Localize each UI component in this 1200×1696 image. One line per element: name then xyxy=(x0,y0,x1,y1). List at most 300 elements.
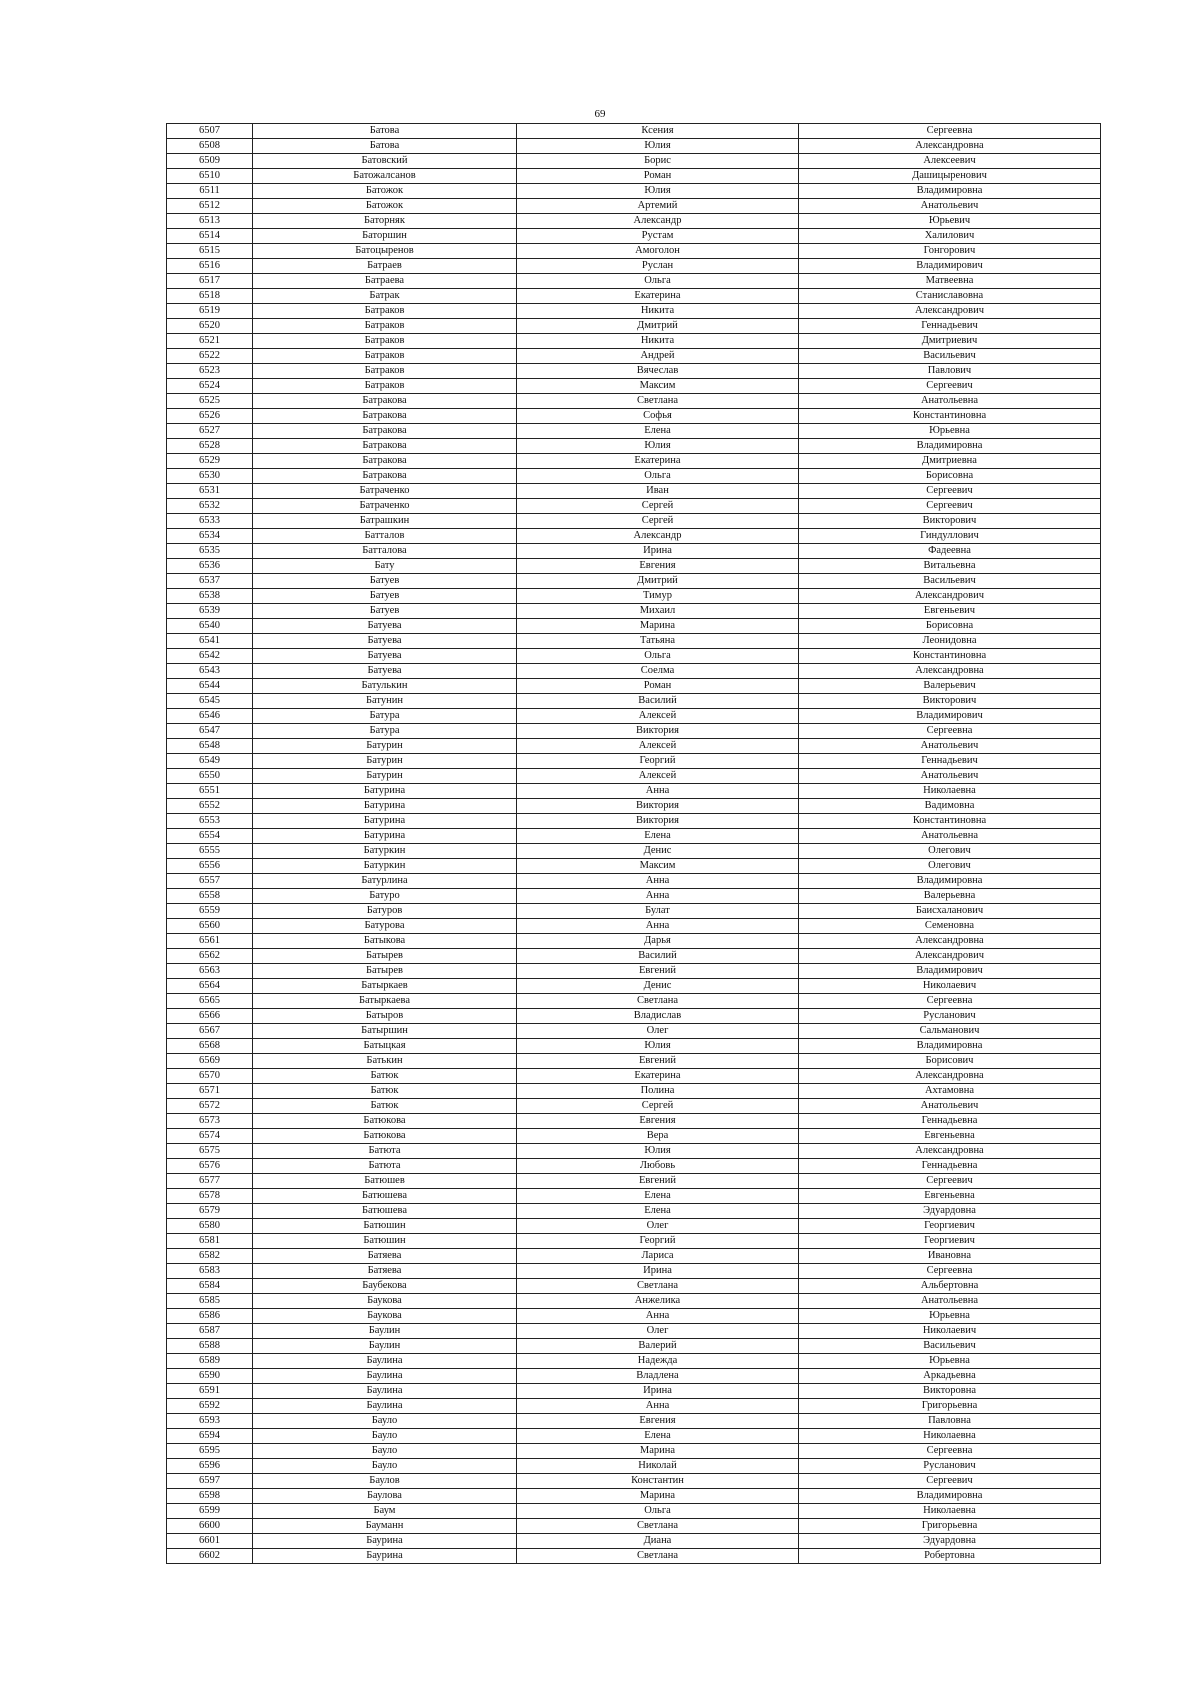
first-name-cell: Елена xyxy=(517,1189,799,1204)
table-row xyxy=(167,559,1101,574)
table-row xyxy=(167,1189,1101,1204)
patronymic-cell: Григорьевна xyxy=(799,1399,1101,1414)
first-name-cell: Николай xyxy=(517,1459,799,1474)
row-number-cell: 6518 xyxy=(167,289,253,304)
surname-cell: Батюшева xyxy=(253,1189,517,1204)
first-name-cell: Анна xyxy=(517,919,799,934)
surname-cell: Баторняк xyxy=(253,214,517,229)
patronymic-cell: Александровна xyxy=(799,139,1101,154)
row-number-cell: 6556 xyxy=(167,859,253,874)
surname-cell: Батурова xyxy=(253,919,517,934)
patronymic-cell: Робертовна xyxy=(799,1549,1101,1564)
row-number-cell: 6533 xyxy=(167,514,253,529)
surname-cell: Батура xyxy=(253,709,517,724)
row-number-cell: 6585 xyxy=(167,1294,253,1309)
first-name-cell: Булат xyxy=(517,904,799,919)
patronymic-cell: Витальевна xyxy=(799,559,1101,574)
patronymic-cell: Константиновна xyxy=(799,649,1101,664)
table-row xyxy=(167,424,1101,439)
table-row xyxy=(167,529,1101,544)
table-row xyxy=(167,1204,1101,1219)
table-row xyxy=(167,334,1101,349)
table-row xyxy=(167,1309,1101,1324)
patronymic-cell: Владимировна xyxy=(799,439,1101,454)
table-row xyxy=(167,889,1101,904)
row-number-cell: 6509 xyxy=(167,154,253,169)
table-row xyxy=(167,1129,1101,1144)
patronymic-cell: Валерьевич xyxy=(799,679,1101,694)
row-number-cell: 6508 xyxy=(167,139,253,154)
table-row xyxy=(167,1399,1101,1414)
table-row xyxy=(167,1354,1101,1369)
table-row xyxy=(167,1324,1101,1339)
patronymic-cell: Гиндуллович xyxy=(799,529,1101,544)
surname-cell: Батырев xyxy=(253,964,517,979)
patronymic-cell: Григорьевна xyxy=(799,1519,1101,1534)
row-number-cell: 6511 xyxy=(167,184,253,199)
table-row xyxy=(167,1369,1101,1384)
table-row xyxy=(167,979,1101,994)
table-row xyxy=(167,634,1101,649)
first-name-cell: Евгения xyxy=(517,559,799,574)
row-number-cell: 6588 xyxy=(167,1339,253,1354)
patronymic-cell: Борисовна xyxy=(799,619,1101,634)
first-name-cell: Никита xyxy=(517,304,799,319)
row-number-cell: 6544 xyxy=(167,679,253,694)
row-number-cell: 6557 xyxy=(167,874,253,889)
patronymic-cell: Эдуардовна xyxy=(799,1534,1101,1549)
row-number-cell: 6514 xyxy=(167,229,253,244)
patronymic-cell: Аркадьевна xyxy=(799,1369,1101,1384)
first-name-cell: Никита xyxy=(517,334,799,349)
patronymic-cell: Анатольевич xyxy=(799,1099,1101,1114)
row-number-cell: 6558 xyxy=(167,889,253,904)
patronymic-cell: Юрьевна xyxy=(799,1309,1101,1324)
row-number-cell: 6591 xyxy=(167,1384,253,1399)
surname-cell: Батожалсанов xyxy=(253,169,517,184)
first-name-cell: Юлия xyxy=(517,439,799,454)
patronymic-cell: Анатольевна xyxy=(799,394,1101,409)
table-row xyxy=(167,904,1101,919)
table-row xyxy=(167,619,1101,634)
patronymic-cell: Геннадьевич xyxy=(799,754,1101,769)
row-number-cell: 6543 xyxy=(167,664,253,679)
row-number-cell: 6534 xyxy=(167,529,253,544)
patronymic-cell: Константиновна xyxy=(799,814,1101,829)
patronymic-cell: Борисовна xyxy=(799,469,1101,484)
first-name-cell: Надежда xyxy=(517,1354,799,1369)
row-number-cell: 6580 xyxy=(167,1219,253,1234)
row-number-cell: 6530 xyxy=(167,469,253,484)
patronymic-cell: Фадеевна xyxy=(799,544,1101,559)
surname-cell: Батюкова xyxy=(253,1129,517,1144)
table-row xyxy=(167,574,1101,589)
surname-cell: Баубекова xyxy=(253,1279,517,1294)
patronymic-cell: Анатольевна xyxy=(799,829,1101,844)
surname-cell: Батыршин xyxy=(253,1024,517,1039)
row-number-cell: 6547 xyxy=(167,724,253,739)
first-name-cell: Евгений xyxy=(517,964,799,979)
first-name-cell: Александр xyxy=(517,529,799,544)
surname-cell: Батуева xyxy=(253,664,517,679)
table-row xyxy=(167,1294,1101,1309)
table-row xyxy=(167,184,1101,199)
first-name-cell: Дарья xyxy=(517,934,799,949)
first-name-cell: Борис xyxy=(517,154,799,169)
first-name-cell: Анна xyxy=(517,1309,799,1324)
surname-cell: Батюк xyxy=(253,1099,517,1114)
surname-cell: Батыкова xyxy=(253,934,517,949)
table-row xyxy=(167,709,1101,724)
patronymic-cell: Александровна xyxy=(799,934,1101,949)
first-name-cell: Юлия xyxy=(517,1039,799,1054)
surname-cell: Батюшев xyxy=(253,1174,517,1189)
first-name-cell: Светлана xyxy=(517,1549,799,1564)
first-name-cell: Анна xyxy=(517,874,799,889)
row-number-cell: 6572 xyxy=(167,1099,253,1114)
surname-cell: Батталова xyxy=(253,544,517,559)
surname-cell: Баулина xyxy=(253,1399,517,1414)
row-number-cell: 6524 xyxy=(167,379,253,394)
row-number-cell: 6528 xyxy=(167,439,253,454)
first-name-cell: Денис xyxy=(517,979,799,994)
first-name-cell: Елена xyxy=(517,1429,799,1444)
table-row xyxy=(167,1174,1101,1189)
surname-cell: Батуркин xyxy=(253,859,517,874)
row-number-cell: 6554 xyxy=(167,829,253,844)
row-number-cell: 6527 xyxy=(167,424,253,439)
surname-cell: Баурина xyxy=(253,1549,517,1564)
row-number-cell: 6596 xyxy=(167,1459,253,1474)
row-number-cell: 6541 xyxy=(167,634,253,649)
table-row xyxy=(167,439,1101,454)
table-row xyxy=(167,964,1101,979)
row-number-cell: 6537 xyxy=(167,574,253,589)
row-number-cell: 6583 xyxy=(167,1264,253,1279)
row-number-cell: 6578 xyxy=(167,1189,253,1204)
row-number-cell: 6517 xyxy=(167,274,253,289)
patronymic-cell: Георгиевич xyxy=(799,1219,1101,1234)
surname-cell: Батракова xyxy=(253,469,517,484)
row-number-cell: 6571 xyxy=(167,1084,253,1099)
row-number-cell: 6522 xyxy=(167,349,253,364)
patronymic-cell: Викторович xyxy=(799,694,1101,709)
table-row xyxy=(167,469,1101,484)
row-number-cell: 6559 xyxy=(167,904,253,919)
table-row xyxy=(167,1099,1101,1114)
first-name-cell: Ольга xyxy=(517,274,799,289)
row-number-cell: 6598 xyxy=(167,1489,253,1504)
table-row xyxy=(167,649,1101,664)
patronymic-cell: Геннадьевна xyxy=(799,1159,1101,1174)
first-name-cell: Светлана xyxy=(517,1279,799,1294)
first-name-cell: Лариса xyxy=(517,1249,799,1264)
first-name-cell: Юлия xyxy=(517,1144,799,1159)
surname-cell: Бату xyxy=(253,559,517,574)
surname-cell: Батуев xyxy=(253,604,517,619)
surname-cell: Батюк xyxy=(253,1069,517,1084)
table-row xyxy=(167,874,1101,889)
surname-cell: Батыркаева xyxy=(253,994,517,1009)
patronymic-cell: Семеновна xyxy=(799,919,1101,934)
row-number-cell: 6595 xyxy=(167,1444,253,1459)
table-row xyxy=(167,484,1101,499)
first-name-cell: Тимур xyxy=(517,589,799,604)
table-row xyxy=(167,319,1101,334)
patronymic-cell: Сергеевна xyxy=(799,1264,1101,1279)
patronymic-cell: Станиславовна xyxy=(799,289,1101,304)
patronymic-cell: Васильевич xyxy=(799,349,1101,364)
surname-cell: Батуев xyxy=(253,589,517,604)
table-row xyxy=(167,139,1101,154)
surname-cell: Батракова xyxy=(253,394,517,409)
surname-cell: Батуркин xyxy=(253,844,517,859)
table-row xyxy=(167,769,1101,784)
patronymic-cell: Вадимовна xyxy=(799,799,1101,814)
first-name-cell: Максим xyxy=(517,859,799,874)
first-name-cell: Дмитрий xyxy=(517,574,799,589)
patronymic-cell: Эдуардовна xyxy=(799,1204,1101,1219)
table-row xyxy=(167,304,1101,319)
row-number-cell: 6546 xyxy=(167,709,253,724)
patronymic-cell: Валерьевна xyxy=(799,889,1101,904)
surname-cell: Батуева xyxy=(253,649,517,664)
first-name-cell: Георгий xyxy=(517,1234,799,1249)
row-number-cell: 6564 xyxy=(167,979,253,994)
row-number-cell: 6569 xyxy=(167,1054,253,1069)
table-row xyxy=(167,349,1101,364)
surname-cell: Батунин xyxy=(253,694,517,709)
table-row xyxy=(167,1384,1101,1399)
first-name-cell: Георгий xyxy=(517,754,799,769)
patronymic-cell: Борисович xyxy=(799,1054,1101,1069)
row-number-cell: 6536 xyxy=(167,559,253,574)
surname-cell: Батурин xyxy=(253,739,517,754)
surname-cell: Батовский xyxy=(253,154,517,169)
table-row xyxy=(167,1234,1101,1249)
row-number-cell: 6538 xyxy=(167,589,253,604)
patronymic-cell: Сергеевич xyxy=(799,499,1101,514)
table-row xyxy=(167,1339,1101,1354)
surname-cell: Батыркаев xyxy=(253,979,517,994)
surname-cell: Батюшин xyxy=(253,1219,517,1234)
row-number-cell: 6553 xyxy=(167,814,253,829)
table-row xyxy=(167,604,1101,619)
row-number-cell: 6548 xyxy=(167,739,253,754)
patronymic-cell: Алексеевич xyxy=(799,154,1101,169)
patronymic-cell: Сергеевна xyxy=(799,994,1101,1009)
row-number-cell: 6535 xyxy=(167,544,253,559)
row-number-cell: 6510 xyxy=(167,169,253,184)
surname-cell: Батоцыренов xyxy=(253,244,517,259)
surname-cell: Батраков xyxy=(253,379,517,394)
surname-cell: Батуева xyxy=(253,634,517,649)
patronymic-cell: Русланович xyxy=(799,1459,1101,1474)
row-number-cell: 6577 xyxy=(167,1174,253,1189)
first-name-cell: Анна xyxy=(517,1399,799,1414)
patronymic-cell: Николаевна xyxy=(799,784,1101,799)
table-row xyxy=(167,844,1101,859)
table-row xyxy=(167,859,1101,874)
table-row xyxy=(167,589,1101,604)
surname-cell: Батурин xyxy=(253,769,517,784)
patronymic-cell: Альбертовна xyxy=(799,1279,1101,1294)
first-name-cell: Артемий xyxy=(517,199,799,214)
first-name-cell: Олег xyxy=(517,1219,799,1234)
first-name-cell: Сергей xyxy=(517,514,799,529)
patronymic-cell: Ахтамовна xyxy=(799,1084,1101,1099)
surname-cell: Бауло xyxy=(253,1459,517,1474)
surname-cell: Батюшин xyxy=(253,1234,517,1249)
surname-cell: Батраченко xyxy=(253,499,517,514)
patronymic-cell: Александрович xyxy=(799,304,1101,319)
table-row xyxy=(167,1024,1101,1039)
row-number-cell: 6531 xyxy=(167,484,253,499)
row-number-cell: 6540 xyxy=(167,619,253,634)
patronymic-cell: Васильевич xyxy=(799,1339,1101,1354)
table-row xyxy=(167,1444,1101,1459)
first-name-cell: Вера xyxy=(517,1129,799,1144)
row-number-cell: 6561 xyxy=(167,934,253,949)
patronymic-cell: Матвеевна xyxy=(799,274,1101,289)
row-number-cell: 6515 xyxy=(167,244,253,259)
registry-table xyxy=(166,123,1101,1564)
patronymic-cell: Юрьевич xyxy=(799,214,1101,229)
surname-cell: Баторшин xyxy=(253,229,517,244)
first-name-cell: Виктория xyxy=(517,799,799,814)
first-name-cell: Владислав xyxy=(517,1009,799,1024)
first-name-cell: Ирина xyxy=(517,1264,799,1279)
row-number-cell: 6519 xyxy=(167,304,253,319)
surname-cell: Батракова xyxy=(253,454,517,469)
row-number-cell: 6601 xyxy=(167,1534,253,1549)
patronymic-cell: Георгиевич xyxy=(799,1234,1101,1249)
patronymic-cell: Ивановна xyxy=(799,1249,1101,1264)
table-row xyxy=(167,1039,1101,1054)
surname-cell: Батуров xyxy=(253,904,517,919)
surname-cell: Батурина xyxy=(253,814,517,829)
table-row xyxy=(167,739,1101,754)
row-number-cell: 6582 xyxy=(167,1249,253,1264)
first-name-cell: Владлена xyxy=(517,1369,799,1384)
table-row xyxy=(167,169,1101,184)
row-number-cell: 6521 xyxy=(167,334,253,349)
patronymic-cell: Владимировна xyxy=(799,874,1101,889)
first-name-cell: Марина xyxy=(517,619,799,634)
table-row xyxy=(167,229,1101,244)
patronymic-cell: Анатольевич xyxy=(799,769,1101,784)
table-row xyxy=(167,949,1101,964)
table-row xyxy=(167,724,1101,739)
patronymic-cell: Халилович xyxy=(799,229,1101,244)
patronymic-cell: Владимировна xyxy=(799,184,1101,199)
row-number-cell: 6573 xyxy=(167,1114,253,1129)
patronymic-cell: Юрьевна xyxy=(799,1354,1101,1369)
patronymic-cell: Сергеевна xyxy=(799,724,1101,739)
row-number-cell: 6576 xyxy=(167,1159,253,1174)
surname-cell: Батюк xyxy=(253,1084,517,1099)
first-name-cell: Екатерина xyxy=(517,1069,799,1084)
first-name-cell: Амоголон xyxy=(517,244,799,259)
surname-cell: Бауло xyxy=(253,1444,517,1459)
first-name-cell: Максим xyxy=(517,379,799,394)
table-row xyxy=(167,1249,1101,1264)
table-row xyxy=(167,784,1101,799)
first-name-cell: Сергей xyxy=(517,499,799,514)
first-name-cell: Ирина xyxy=(517,544,799,559)
surname-cell: Бауманн xyxy=(253,1519,517,1534)
patronymic-cell: Анатольевич xyxy=(799,739,1101,754)
patronymic-cell: Николаевна xyxy=(799,1429,1101,1444)
first-name-cell: Олег xyxy=(517,1324,799,1339)
first-name-cell: Елена xyxy=(517,829,799,844)
patronymic-cell: Анатольевна xyxy=(799,1294,1101,1309)
surname-cell: Батраков xyxy=(253,364,517,379)
patronymic-cell: Владимировна xyxy=(799,1039,1101,1054)
first-name-cell: Руслан xyxy=(517,259,799,274)
registry-table-body xyxy=(167,124,1101,1564)
row-number-cell: 6587 xyxy=(167,1324,253,1339)
row-number-cell: 6512 xyxy=(167,199,253,214)
surname-cell: Батюта xyxy=(253,1159,517,1174)
first-name-cell: Роман xyxy=(517,169,799,184)
table-row xyxy=(167,919,1101,934)
surname-cell: Баукова xyxy=(253,1294,517,1309)
surname-cell: Батяева xyxy=(253,1249,517,1264)
surname-cell: Батракова xyxy=(253,439,517,454)
surname-cell: Бауло xyxy=(253,1414,517,1429)
table-row xyxy=(167,814,1101,829)
first-name-cell: Екатерина xyxy=(517,289,799,304)
patronymic-cell: Евгеньевич xyxy=(799,604,1101,619)
first-name-cell: Роман xyxy=(517,679,799,694)
table-row xyxy=(167,1414,1101,1429)
table-row xyxy=(167,1144,1101,1159)
first-name-cell: Полина xyxy=(517,1084,799,1099)
patronymic-cell: Сальманович xyxy=(799,1024,1101,1039)
row-number-cell: 6562 xyxy=(167,949,253,964)
patronymic-cell: Александровна xyxy=(799,1144,1101,1159)
patronymic-cell: Сергеевич xyxy=(799,379,1101,394)
table-row xyxy=(167,934,1101,949)
row-number-cell: 6570 xyxy=(167,1069,253,1084)
table-row xyxy=(167,754,1101,769)
first-name-cell: Василий xyxy=(517,949,799,964)
surname-cell: Батыцкая xyxy=(253,1039,517,1054)
patronymic-cell: Дашицыренович xyxy=(799,169,1101,184)
table-row xyxy=(167,1534,1101,1549)
first-name-cell: Юлия xyxy=(517,184,799,199)
table-row xyxy=(167,1519,1101,1534)
patronymic-cell: Сергеевич xyxy=(799,1474,1101,1489)
table-row xyxy=(167,259,1101,274)
row-number-cell: 6545 xyxy=(167,694,253,709)
surname-cell: Батраков xyxy=(253,334,517,349)
surname-cell: Баулов xyxy=(253,1474,517,1489)
table-row xyxy=(167,679,1101,694)
first-name-cell: Василий xyxy=(517,694,799,709)
surname-cell: Батова xyxy=(253,124,517,139)
surname-cell: Батуева xyxy=(253,619,517,634)
table-row xyxy=(167,514,1101,529)
row-number-cell: 6579 xyxy=(167,1204,253,1219)
patronymic-cell: Викторович xyxy=(799,514,1101,529)
patronymic-cell: Анатольевич xyxy=(799,199,1101,214)
table-row xyxy=(167,1009,1101,1024)
first-name-cell: Дмитрий xyxy=(517,319,799,334)
patronymic-cell: Константиновна xyxy=(799,409,1101,424)
table-row xyxy=(167,664,1101,679)
